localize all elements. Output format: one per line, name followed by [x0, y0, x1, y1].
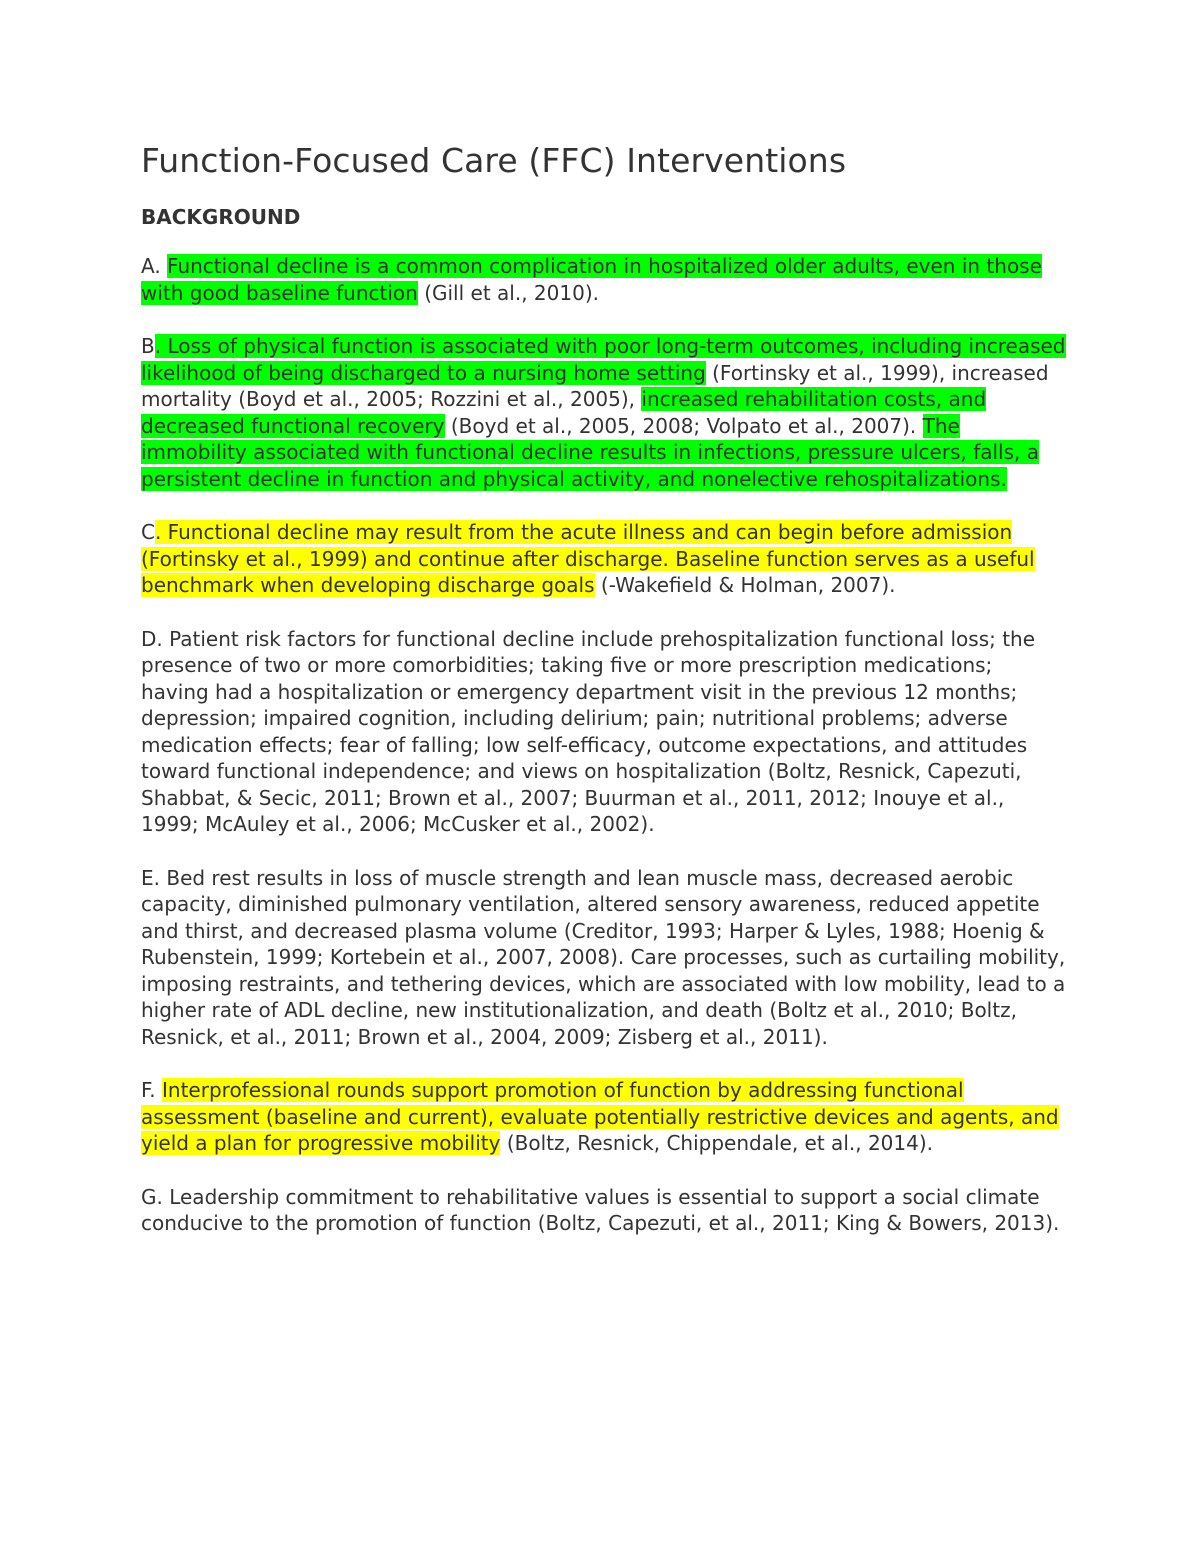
highlighted-text-green: increased rehabilitation costs, and decreased functional recovery — [141, 387, 987, 438]
paragraph-b-segment: (Boyd et al., 2005, 2008; Volpato et al., 2007). — [444, 413, 923, 438]
paragraph-b-segment: B — [141, 334, 155, 358]
highlighted-text-yellow: Interprofessional rounds support promotion of function by addressing functional assessment (baseline and current), evaluate potentially restrictive devices and agents, and yield a plan for progressive mobility — [141, 1078, 1059, 1155]
paragraph-g-segment: G. Leadership commitment to rehabilitative values is essential to support a social climate conducive to the promotion of function (Boltz, Capezuti, et al., 2011; King & Bowers, 2013). — [141, 1184, 1060, 1235]
paragraph-a-segment: (Gill et al., 2010). — [417, 280, 599, 305]
paragraph-b — [141, 333, 1066, 492]
paragraph-f — [141, 1077, 1066, 1157]
highlighted-text-yellow: . Functional decline may result from the acute illness and can begin before admission (Fortinsky et al., 1999) and continue after discharge. Baseline function serves as a useful benchmark when developing discharge goals — [141, 520, 1035, 597]
document-page — [141, 138, 1066, 1264]
paragraph-b-segment: (Fortinsky et al., 1999), increased mortality (Boyd et al., 2005; Rozzini et al., 2005), — [141, 360, 1049, 411]
paragraph-f-segment: (Boltz, Resnick, Chippendale, et al., 2014). — [500, 1131, 934, 1155]
highlighted-text-green: . Loss of physical function is associated with poor long-term outcomes, including increased likelihood of being discharged to a nursing home setting — [141, 334, 1066, 385]
paragraph-c-segment: C — [141, 520, 155, 544]
document-title: Function-Focused Care (FFC) Interventions — [141, 141, 847, 180]
paragraph-d — [141, 626, 1066, 838]
paragraph-d-segment: D. Patient risk factors for functional decline include prehospitalization functional loss; the presence of two or more comorbidities; taking five or more prescription medications; having had a hospitalization or emergency department visit in the previous 12 months; depression; impaired cognition, including delirium; pain; nutritional problems; adverse medication effects; fear of falling; low self-efficacy, outcome expectations, and attitudes toward functional independence; and views on hospitalization (Boltz, Resnick, Capezuti, Shabbat, & Secic, 2011; Brown et al., 2007; Buurman et al., 2011, 2012; Inouye et al., 1999; McAuley et al., 2006; McCusker et al., 2002). — [141, 626, 1036, 836]
section-heading-background: BACKGROUND — [141, 205, 301, 229]
paragraph-e — [141, 865, 1066, 1051]
highlighted-text-green: The immobility associated with functional decline results in infections, pressure ulcers, falls, a persistent decline in function and physical activity, and nonelective rehospitalizations. — [141, 413, 1040, 491]
highlighted-text-green: Functional decline is a common complication in hospitalized older adults, even in those with good baseline function — [141, 254, 1042, 305]
paragraph-a-segment: A. — [141, 254, 168, 278]
paragraph-c — [141, 519, 1066, 599]
paragraph-f-segment: F. — [141, 1078, 163, 1102]
paragraph-c-segment: (-Wakefield & Holman, 2007). — [594, 573, 896, 597]
paragraph-g — [141, 1184, 1066, 1237]
paragraph-e-segment: E. Bed rest results in loss of muscle strength and lean muscle mass, decreased aerobic capacity, diminished pulmonary ventilation, altered sensory awareness, reduced appetite and thirst, and decreased plasma volume (Creditor, 1993; Harper & Lyles, 1988; Hoenig & Rubenstein, 1999; Kortebein et al., 2007, 2008). Care processes, such as curtailing mobility, imposing restraints, and tethering devices, which are associated with low mobility, lead to a higher rate of ADL decline, new institutionalization, and death (Boltz et al., 2010; Boltz, Resnick, et al., 2011; Brown et al., 2004, 2009; Zisberg et al., 2011). — [141, 865, 1066, 1049]
paragraph-a — [141, 253, 1066, 306]
